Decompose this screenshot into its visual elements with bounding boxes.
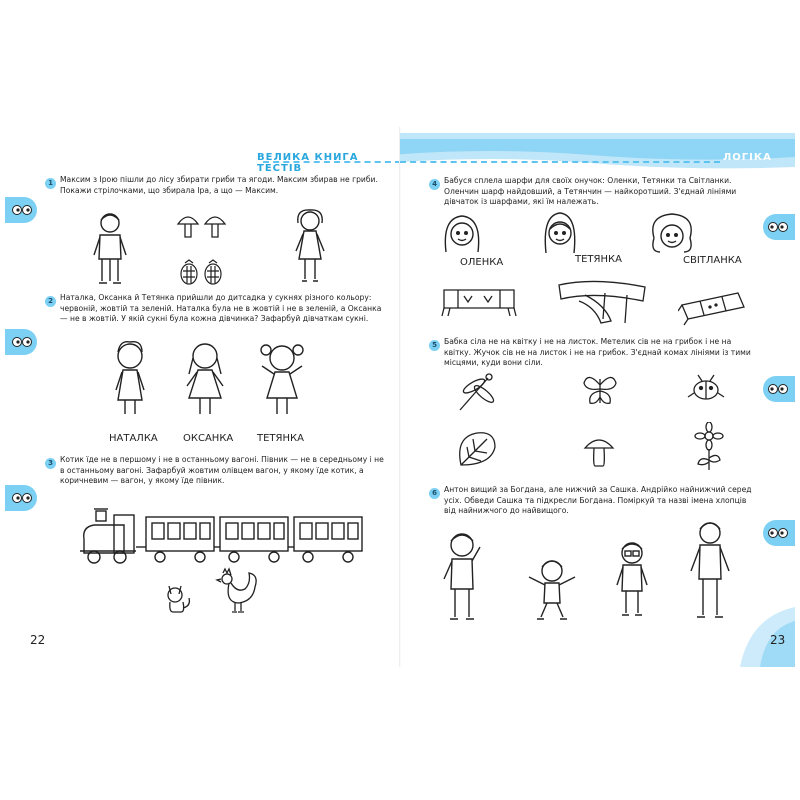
face-tab-icon — [763, 214, 795, 240]
train-icon — [80, 507, 385, 567]
girl-tetianka-face — [538, 209, 582, 257]
girl-tetianka-figure — [257, 340, 307, 420]
girl-name-label: ТЕТЯНКА — [257, 433, 304, 444]
boy-bohdan-figure — [612, 539, 652, 624]
flower-icon — [692, 422, 726, 472]
girl-ira-figure — [290, 207, 330, 287]
question-number: 1 — [45, 178, 56, 189]
face-tab-icon — [5, 329, 37, 355]
book-spread — [5, 127, 795, 667]
question-number: 2 — [45, 296, 56, 307]
right-page — [400, 127, 795, 667]
cat-icon — [163, 582, 193, 614]
boy-sashko-figure — [685, 519, 735, 629]
girl-name-label: ОЛЕНКА — [460, 257, 504, 268]
mushroom-icon — [583, 432, 615, 470]
mushroom-icon — [175, 210, 230, 240]
page-number-right: 23 — [770, 633, 786, 647]
leaf-icon — [455, 429, 500, 471]
header-dash-line — [263, 161, 400, 163]
ladybug-icon — [686, 373, 726, 403]
raspberry-icon — [177, 257, 227, 287]
face-tab-icon — [5, 485, 37, 511]
question-number: 5 — [429, 340, 440, 351]
boy-andriiko-figure — [525, 557, 580, 627]
boy-maksym-figure — [90, 209, 130, 289]
page-number-left: 22 — [30, 633, 46, 647]
girl-natalka-figure — [108, 340, 153, 420]
left-page — [5, 127, 400, 667]
face-tab-icon — [5, 197, 37, 223]
girl-name-label: НАТАЛКА — [109, 433, 158, 444]
question-number: 4 — [429, 179, 440, 190]
girl-name-label: ТЕТЯНКА — [575, 254, 622, 265]
face-tab-icon — [763, 376, 795, 402]
question-5-text: Бабка сіла не на квітку і не на листок. Метелик сів не на грибок і не на квітку. Жучок сів не на листок і не на грибок. З'єднай комах лініями із тими місцями, куди вони сіли. — [444, 337, 751, 368]
section-title: ЛОГІКА — [723, 152, 772, 163]
scarf-icon — [440, 282, 518, 322]
question-4-text: Бабуся сплела шарфи для своїх онучок: Оленки, Тетянки та Світланки. Оленчин шарф найдовший, а Тетянчин — найкоротший. З'єднай лініями дівчаток із шарфами, які їм належать. — [444, 176, 737, 207]
boy-anton-figure — [440, 529, 485, 629]
rooster-icon — [215, 567, 265, 615]
butterfly-icon — [580, 371, 620, 409]
question-2-text: Наталка, Оксанка й Тетянка прийшли до дитсадка у сукнях різного кольору: червоній, жовтій та зеленій. Наталка була не в жовтій і не в зеленій, а Оксанка — не в жовтій. У якій сукні була кожна дівчинка? Зафарбуй дівчаткам сукні. — [60, 293, 382, 324]
girl-name-label: СВІТЛАНКА — [683, 255, 742, 266]
question-number: 3 — [45, 458, 56, 469]
question-1-text: Максим з Ірою пішли до лісу збирати гриби та ягоди. Максим збирав не гриби. Покажи стрілочками, що збирала Іра, а що — Максим. — [60, 175, 378, 195]
scarf-icon — [555, 275, 650, 325]
header-wave-decoration — [400, 127, 795, 173]
girl-olenka-face — [440, 212, 484, 256]
dragonfly-icon — [452, 370, 497, 415]
girl-svitlanka-face — [648, 212, 696, 258]
question-6-text: Антон вищий за Богдана, але нижчий за Сашка. Андрійко найнижчий серед усіх. Обведи Сашка та підкресли Богдана. Поміркуй та назві імена хлопців від найнижчого до найвищого. — [444, 485, 752, 516]
question-number: 6 — [429, 488, 440, 499]
girl-oksanka-figure — [181, 340, 229, 420]
header-dash-line — [400, 161, 720, 163]
girl-name-label: ОКСАНКА — [183, 433, 234, 444]
face-tab-icon — [763, 520, 795, 546]
book-title: ВЕЛИКА КНИГА ТЕСТІВ — [257, 152, 359, 174]
question-3-text: Котик їде не в першому і не в останньому вагоні. Півник — не в середньому і не в останньому вагоні. Зафарбуй жовтим олівцем вагон, у якому їде котик, а коричневим — вагон, у якому їде півник. — [60, 455, 384, 486]
scarf-icon — [678, 287, 748, 327]
